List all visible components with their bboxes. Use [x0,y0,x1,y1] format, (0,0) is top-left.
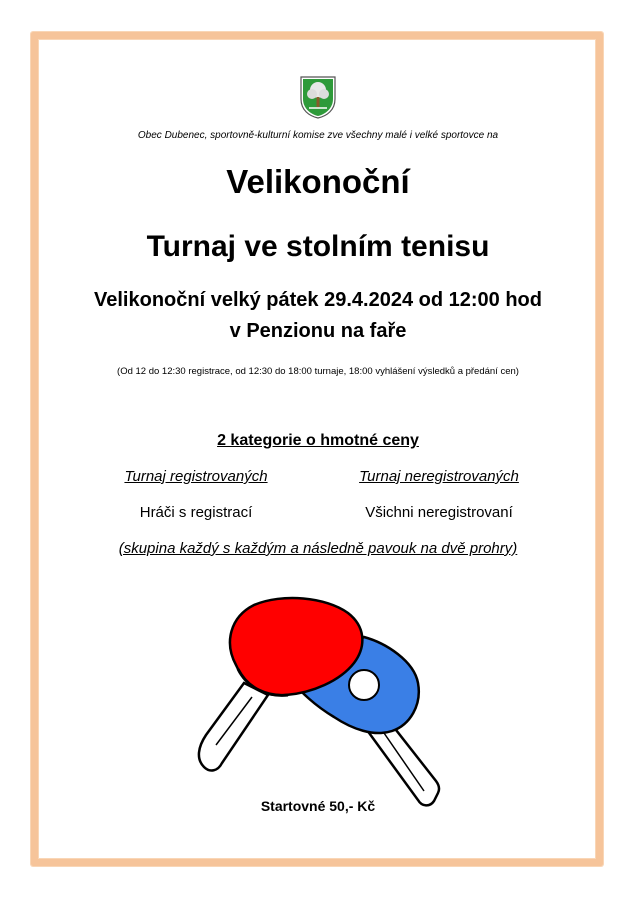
category-title-registered: Turnaj registrovaných [124,468,268,485]
category-desc-unregistered: Všichni neregistrovaní [365,504,513,521]
entry-fee: Startovné 50,- Kč [260,798,376,814]
date-line: Velikonoční velký pátek 29.4.2024 od 12:00 hod [94,289,542,311]
category-desc-registered: Hráči s registrací [139,504,253,521]
title-line-1: Velikonoční [226,163,410,200]
municipal-crest-icon [299,75,337,119]
format-note: (skupina každý s každým a následně pavouk na dvě prohry) [118,540,518,557]
ping-pong-paddles-icon [186,595,450,820]
invitation-text: Obec Dubenec, sportovně-kulturní komise zve všechny malé i velké sportovce na [137,130,499,141]
category-title-unregistered: Turnaj neregistrovaných [359,468,519,485]
title-line-2: Turnaj ve stolním tenisu [146,230,490,263]
venue-line: v Penzionu na faře [229,320,407,342]
schedule-note: (Od 12 do 12:30 registrace, od 12:30 do 18:00 turnaje, 18:00 vyhlášení výsledků a předání cen) [117,366,519,377]
categories-heading: 2 kategorie o hmotné ceny [217,432,419,449]
